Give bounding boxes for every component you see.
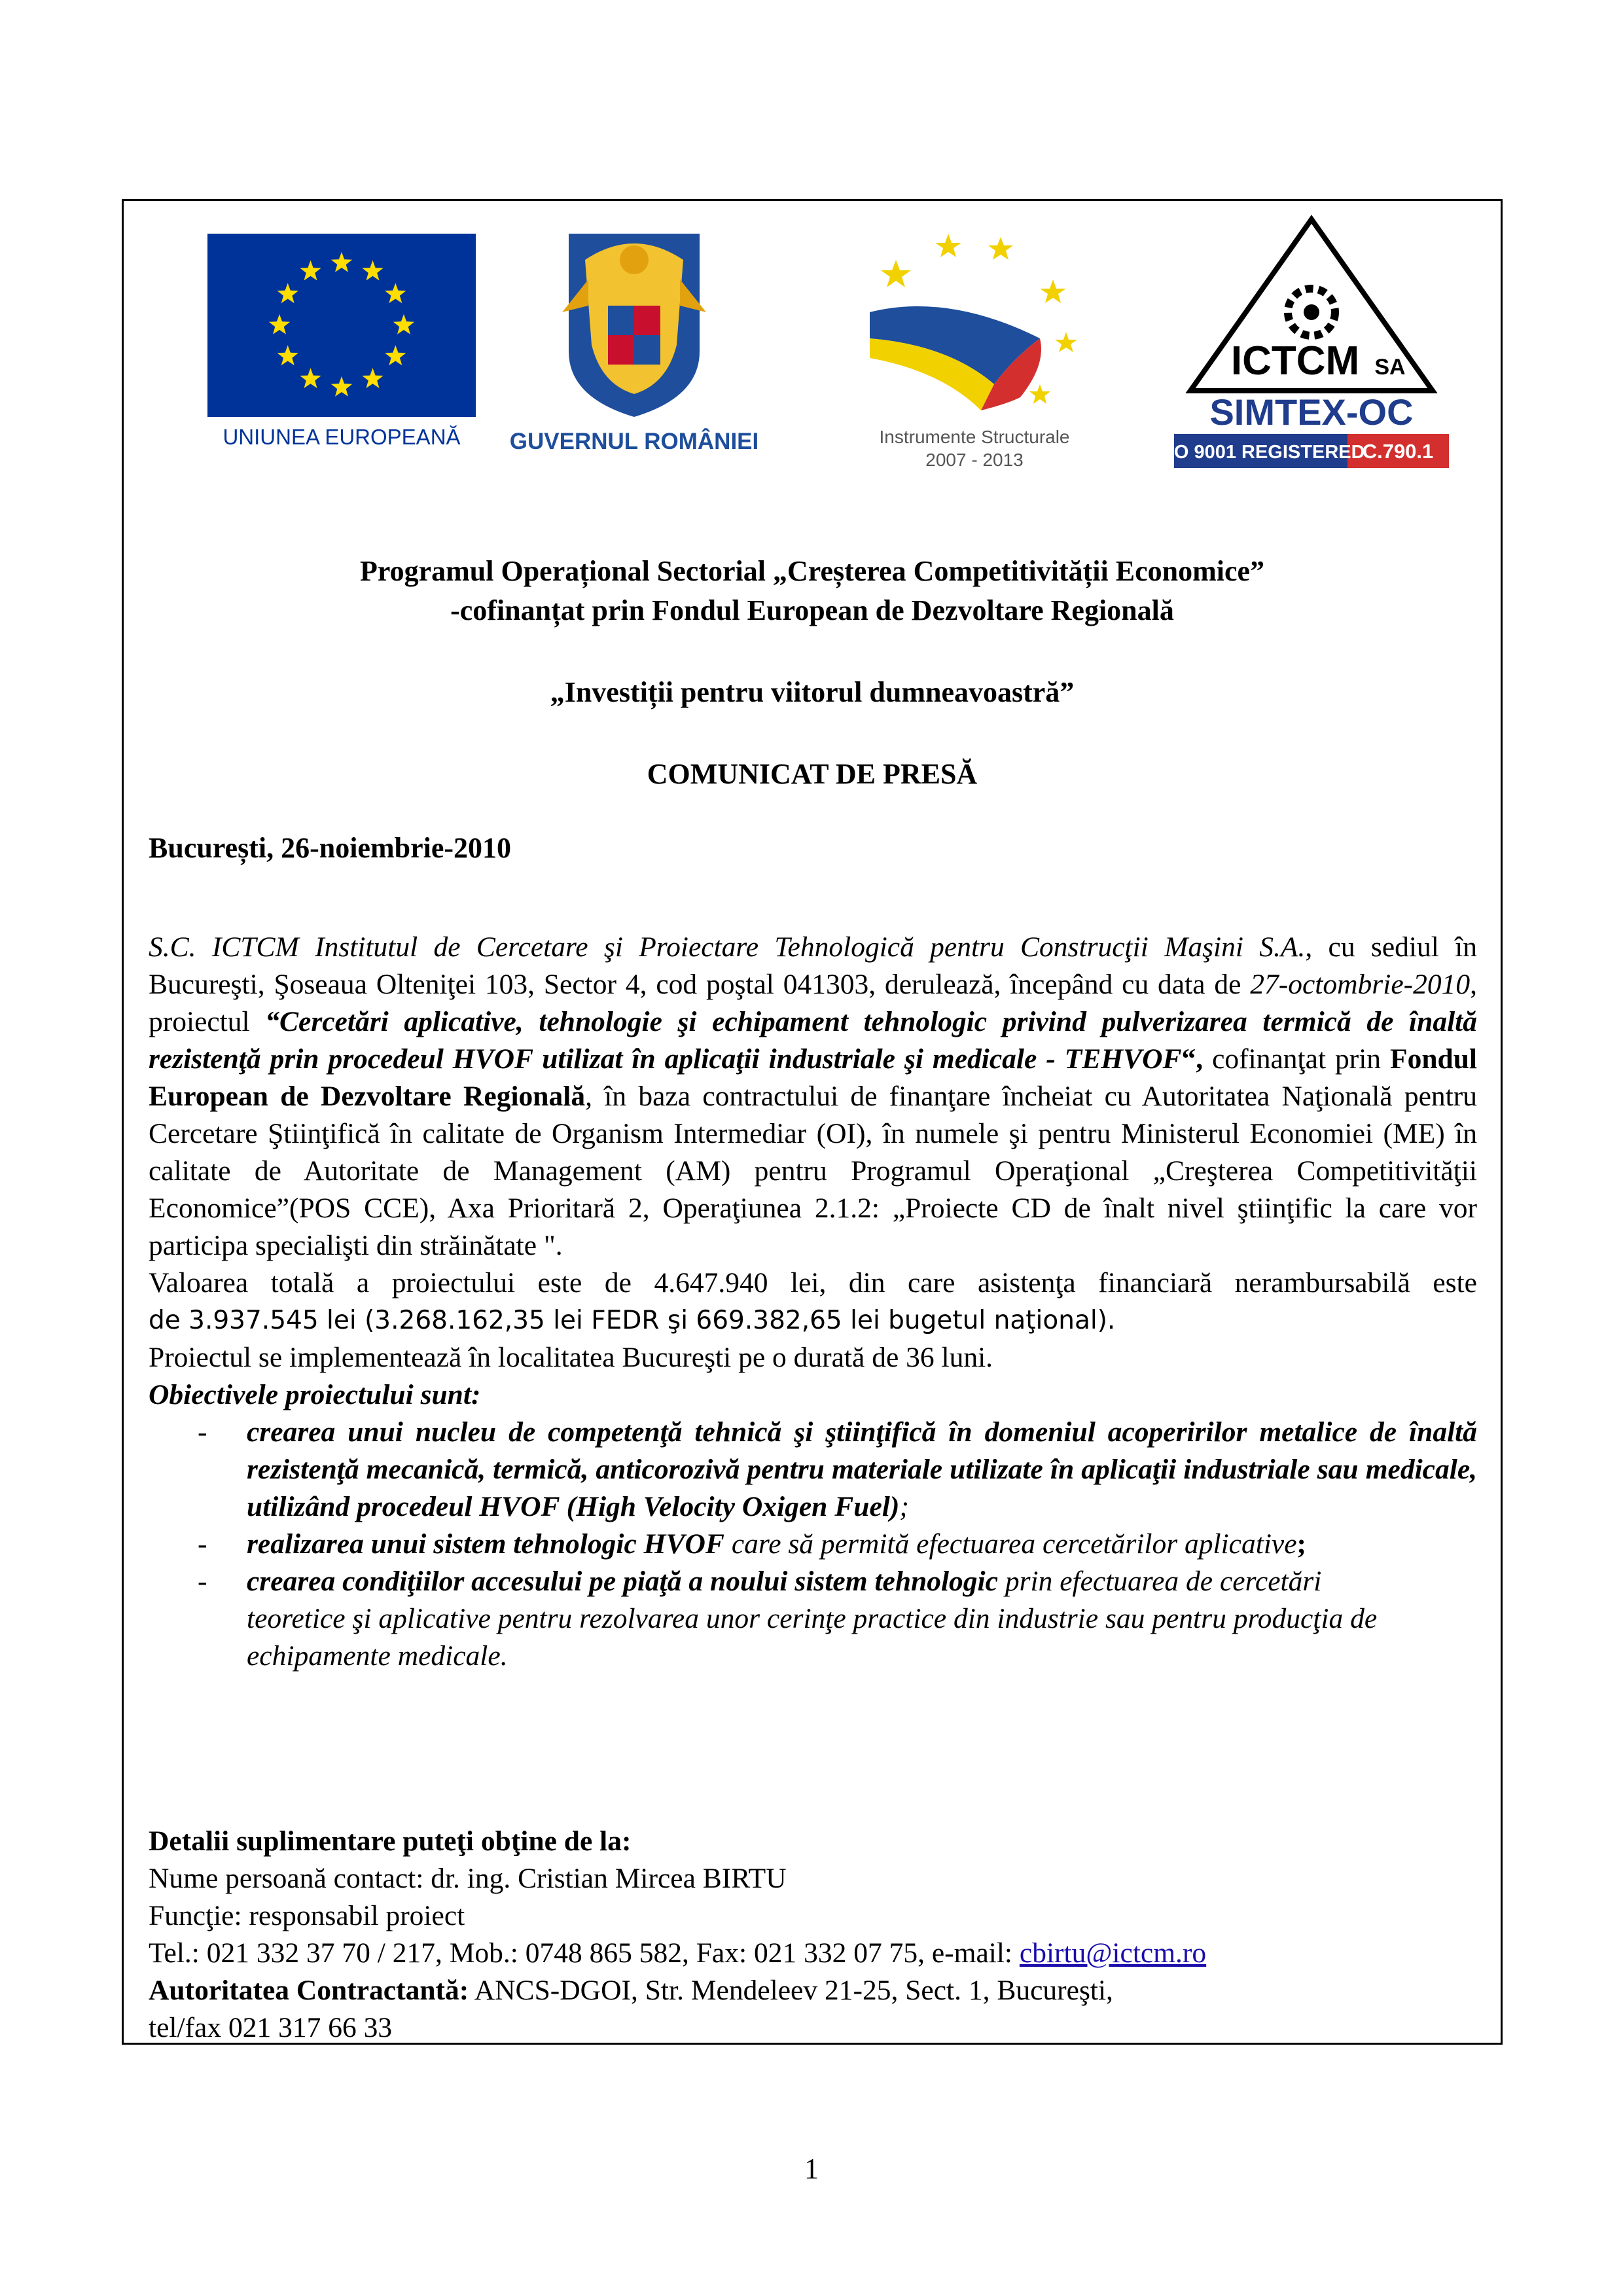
- ictcm-name: ICTCM: [1230, 338, 1360, 384]
- fund-name: Fondul European de Dezvoltare Regională: [149, 1043, 1477, 1112]
- ictcm-code: C.790.1: [1362, 440, 1434, 463]
- objectives-list: [149, 1414, 1477, 1675]
- program-line2: -cofinanțat prin Fondul European de Dezvoltare Regională: [450, 594, 1174, 626]
- objective-3-rest: prin efectuarea de cercetări teoretice şi aplicative pentru rezolvarea unor cerinţe practice din industrie sau pentru producţia de echipamente medicale.: [247, 1566, 1378, 1672]
- document-frame: [122, 199, 1503, 2045]
- contact-title: Detalii suplimentare puteţi obţine de la:: [149, 1825, 632, 1857]
- program-line1: Programul Operațional Sectorial „Creșterea Competitivității Economice”: [359, 555, 1265, 587]
- main-body: [149, 929, 1477, 1675]
- objective-2-end: ;: [1296, 1528, 1307, 1560]
- email-link[interactable]: cbirtu@ictcm.ro: [1019, 1937, 1207, 1969]
- ictcm-triangle-icon: [1171, 214, 1452, 476]
- ictcm-logo: [1171, 214, 1452, 476]
- structural-instruments-icon: [844, 214, 1105, 423]
- contact-function: Funcţie: responsabil proiect: [149, 1900, 465, 1931]
- project-title: “Cercetări aplicative, tehnologie şi echipament tehnologic privind pulverizarea termică de înaltă rezistenţă prin procedeul HVOF utilizat în aplicaţii industriale şi medicale - TEHVOF: [149, 1006, 1477, 1075]
- eu-logo: [207, 234, 476, 453]
- page-number: 1: [804, 2153, 819, 2185]
- slogan: „Investiții pentru viitorul dumneavoastră”: [550, 676, 1075, 708]
- intro-paragraph: [149, 929, 1477, 1265]
- intro-text-3: cofinanţat prin: [1203, 1043, 1390, 1075]
- list-dash: -: [198, 1416, 207, 1448]
- contact-phones: [149, 1935, 1477, 1972]
- objective-1-rest: ;: [899, 1491, 909, 1522]
- objective-2-bold: realizarea unui sistem tehnologic HVOF: [247, 1528, 724, 1560]
- press-date: București, 26-noiembrie-2010: [149, 832, 512, 864]
- list-item: [149, 1414, 1477, 1526]
- authority-text: ANCS-DGOI, Str. Mendeleev 21-25, Sect. 1, Bucureşti,: [469, 1975, 1113, 2006]
- ictcm-sub: SIMTEX-OC: [1209, 391, 1414, 433]
- contact-phones-text: Tel.: 021 332 37 70 / 217, Mob.: 0748 865 582, Fax: 021 332 07 75, e-mail:: [149, 1937, 1020, 1969]
- list-item: [149, 1563, 1477, 1675]
- project-quote-close: “,: [1181, 1043, 1204, 1075]
- contact-section: [149, 1823, 1477, 2047]
- instrumente-years: 2007 - 2013: [925, 450, 1024, 470]
- ictcm-suffix: SA: [1374, 355, 1406, 380]
- start-date: 27-octombrie-2010: [1250, 969, 1471, 1000]
- objectives-title: Obiectivele proiectului sunt:: [149, 1379, 481, 1410]
- contact-name: Nume persoană contact: dr. ing. Cristian Mircea BIRTU: [149, 1863, 787, 1894]
- gov-label: GUVERNUL ROMÂNIEI: [509, 429, 759, 454]
- authority-telfax: tel/fax 021 317 66 33: [149, 2012, 393, 2043]
- intro-text-2: , proiectul: [149, 969, 1477, 1037]
- instrumente-label: Instrumente Structurale: [879, 427, 1070, 447]
- instrumente-logo: [844, 214, 1105, 476]
- page-title: COMUNICAT DE PRESĂ: [647, 758, 978, 790]
- ictcm-iso: ISO 9001 REGISTERED: [1171, 442, 1365, 463]
- value-line-2: de 3.937.545 lei (3.268.162,35 lei FEDR şi 669.382,65 lei bugetul naţional).: [149, 1306, 1116, 1335]
- duration-line: Proiectul se implementează în localitatea Bucureşti pe o durată de 36 luni.: [149, 1342, 993, 1373]
- objective-2-rest: care să permită efectuarea cercetărilor aplicative: [724, 1528, 1297, 1560]
- intro-text-1: , cu sediul în Bucureşti, Şoseaua Olteniţei 103, Sector 4, cod poştal 041303, derulează, începând cu data de: [149, 931, 1477, 1000]
- authority-label: Autoritatea Contractantă:: [149, 1975, 469, 2006]
- logo-strip: [124, 201, 1501, 476]
- intro-text-4: , în baza contractului de finanţare încheiat cu Autoritatea Naţională pentru Cercetare Ştiinţifică în calitate de Organism Intermediar (OI), în numele şi pentru Ministerul Economiei (ME) în calitate de Autoritate de Management (AM) pentru Programul Operaţional „Creşterea Competitivităţii Economice”(POS CCE), Axa Prioritară 2, Operaţiunea 2.1.2: „Proiecte CD de înalt nivel ştiinţific la care vor participa specialişti din străinătate ".: [149, 1081, 1478, 1261]
- list-dash: -: [198, 1566, 207, 1597]
- company-name: S.C. ICTCM Institutul de Cercetare şi Proiectare Tehnologică pentru Construcţii Maşini S.A.: [149, 931, 1306, 963]
- authority-line: [149, 1972, 1477, 2009]
- objective-1-bold: crearea unui nucleu de competenţă tehnică şi ştiinţifică în domeniul acoperirilor metalice de înaltă rezistenţă mecanică, termică, anticorozivă pentru materiale utilizate în aplicaţii industriale sau medicale, utilizând procedeul HVOF (High Velocity Oxigen Fuel): [247, 1416, 1477, 1522]
- value-line-1: Valoarea totală a proiectului este de 4.647.940 lei, din care asistenţa financiară nerambursabilă este: [149, 1267, 1477, 1299]
- gov-logo: [490, 221, 778, 469]
- list-item: [149, 1526, 1477, 1563]
- eu-label: UNIUNEA EUROPEANĂ: [223, 425, 461, 449]
- objective-3-bold: crearea condiţiilor accesului pe piaţă a noului sistem tehnologic: [247, 1566, 998, 1597]
- coat-of-arms-icon: [490, 221, 778, 423]
- list-dash: -: [198, 1528, 207, 1560]
- eu-flag-icon: [207, 234, 476, 417]
